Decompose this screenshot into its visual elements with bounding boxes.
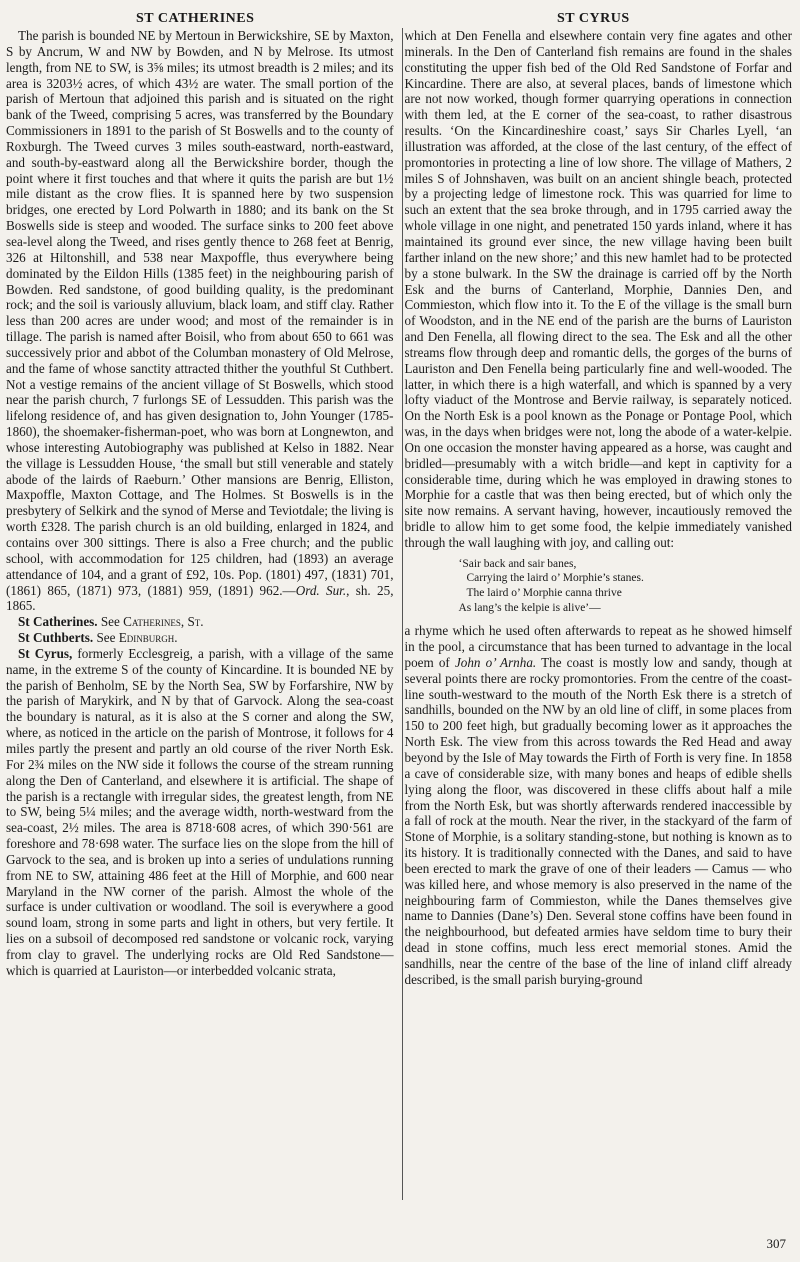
left-column: [6, 28, 399, 1240]
entry-st-cuthberts: St Cuthberts. See Edinburgh.: [18, 630, 178, 646]
poem-title: John o’ Arnha.: [454, 654, 537, 670]
header-left: ST CATHERINES: [136, 11, 255, 26]
paragraph-st-boswells: The parish is bounded NE by Mertoun in Berwickshire, SE by Maxton, S by Ancrum, W and NW by Bowden, and N by Melrose. Its utmost length, from NE to SW, is 3⅝ miles; its utmost breadth is 2 miles; and its area is 3203½ acres, of which 43½ are water. The small portion of the parish of Mertoun that adjoined this parish and is situated on the right bank of the Tweed, comprising 5 acres, was transferred by the Boundary Commissioners in 1891 to the parish of St Boswells and to the county of Roxburgh. The Tweed curves 3 miles south-eastward, north-eastward, and south-by-eastward along all the Berwickshire border, though the point where it first touches and that where it quits the parish are but 1½ mile distant as the crow flies. It is spanned here by two suspension bridges, one erected by Lord Polwarth in 1880; and its bank on the St Boswells side is steep and wooded. The surface sinks to 200 feet above sea-level along the Tweed, and rises gently thence to 268 feet at Benrig, 326 at Hiltonshill, and 538 near Maxpoffle, thus everywhere being dominated by the Eildon Hills (1385 feet) in the neighbouring parish of Bowden. Red sandstone, of good building quality, is the predominant rock; and the soil is variously alluvium, black loam, and stiff clay. Rather less than 200 acres are under wood; and most of the remainder is in tillage. The parish is named after Boisil, who from about 650 to 661 was successively prior and abbot of the Columban monastery of Old Melrose, and the fame of whose sanctity attracted thither the youthful St Cuthbert. Not a vestige remains of the ancient village of St Boswells, which stood near the parish church, 7 furlongs SE of Lessudden. This parish was the lifelong residence of, and has given designation to, John Younger (1785-1860), the shoemaker-fisherman-poet, who was born at Longnewton, and whose interesting Autobiography was published at Kelso in 1882. Near the village is Lessudden House, ‘the small but still venerable and stately abode of the lairds of Raeburn.’ Other mansions are Benrig, Elliston, Maxpoffle, Maxton Cottage, and The Holmes. St Boswells is in the presbytery of Selkirk and the synod of Merse and Teviotdale; the living is worth £328. The parish church is an old building, enlarged in 1824, and contains over 300 sittings. There is also a Free church; and the public school, with accommodation for 125 children, had (1893) an average attendance of 104, and a grant of £92, 10s. Pop. (1801) 497, (1831) 701, (1861) 865, (1871) 973, (1881) 959, (1891) 962.—Ord. Sur., sh. 25, 1865.: [6, 28, 394, 614]
verse-line: Carrying the laird o’ Morphie’s stanes.: [466, 572, 644, 585]
entry-st-cyrus: St Cyrus, formerly Ecclesgreig, a parish, with a village of the same name, in the extreme S of the county of Kincardine. It is bounded NE by the parish of Benholm, SE by the North Sea, SW by Forfarshire, NW by the parish of Marykirk, and N by that of Garvock. Along the sea-coast the boundary is natural, as it is also at the S corner and along the SW, where, as noticed in the article on the parish of Montrose, it follows for 4 miles partly the present and partly an old course of the river North Esk. For 2¾ miles on the NW side it follows the course of the stream running along the Den of Canterland, and elsewhere it is artificial. The shape of the parish is a rectangle with irregular sides, the greatest length, from NE to SW, being 5¼ miles; and the average width, north-westward from the sea-coast, 2½ miles. The area is 8718·608 acres, of which 390·561 are foreshore and 78·698 water. The surface lies on the slope from the hill of Garvock to the sea, and is broken up into a series of undulations running from NE to SW, attaining 486 feet at the Hill of Morphie, and 600 near Maryland in the NW corner of the parish. Almost the whole of the surface is under cultivation or woodland. The soil is everywhere a good sound loam, strong in some parts and light in others, but very fertile. It lies on a subsoil of decomposed red sandstone or volcanic rock, varying from clay to gravel. The underlying rocks are Old Red Sandstone—which is quarried at Lauriston—or interbedded volcanic strata,: [6, 645, 394, 978]
verse-line: As lang’s the kelpie is alive’—: [458, 601, 601, 614]
verse-line: ‘Sair back and sair banes,: [458, 557, 577, 570]
ordnance-ref: Ord. Sur.: [295, 582, 347, 598]
paragraph-coast: a rhyme which he used often afterwards to repeat as he showed himself in the pool, a circumstance that has been turned to advantage in the local poem of John o’ Arnha. The coast is mostly low and sandy, though at several points there are rocky promontories. From the centre of the coast-line south-westward to the mouth of the North Esk there is a stretch of sandhills, bounded on the NW by an old line of cliff, in some places from 150 to 200 feet high, but gradually becoming lower as it approaches the North Esk. The view from this across towards the Red Head and away beyond by the Isle of May towards the Firth of Forth is very fine. In 1858 a cave of considerable size, with many bones and heaps of edible shells lying along the floor, was discovered in these cliffs about half a mile from the North Esk, but was shortly afterwards rendered inaccessible by a fall of rock at the mouth. Near the river, in the stackyard of the farm of Stone of Morphie, is a solitary standing-stone, but nothing is known as to its history. It is traditionally connected with the Danes, and said to have been erected to mark the grave of one of their leaders — Camus — who was killed here, and whose memory is also preserved in the name of the neighbouring farm of Commieston, while the Danes themselves give name to Dannies (Dane’s) Den. Several stone coffins have been found in the neighbourhood, but defeated armies have seldom time to bury their dead in stone coffins, much less erect memorial stones. Amid the sandhills, near the centre of the base of the line of inland cliff already described, is the small parish burying-ground: [404, 623, 792, 987]
text-columns: [6, 28, 792, 1240]
entry-st-catherines: St Catherines. See Catherines, St.: [18, 614, 204, 630]
paragraph-continued: which at Den Fenella and elsewhere contain very fine agates and other minerals. In the Den of Canterland fish remains are found in the shales constituting the upper fish bed of the Old Red Sandstone of Forfar and Kincardine. There are also, at several places, bands of limestone which are not now worked, though former quarrying operations in connection with them led, at the E corner of the sea-coast, to rather disastrous results. ‘On the Kincardineshire coast,’ says Sir Charles Lyell, ‘an illustration was afforded, at the close of the last century, of the effect of promontories in protecting a line of low shore. The village of Mathers, 2 miles S of Johnshaven, was built on an ancient shingle beach, protected by a projecting ledge of limestone rock. This was quarried for lime to such an extent that the sea broke through, and in 1795 carried away the whole village in one night, and penetrated 150 yards inland, where it has maintained its ground ever since, the new village having been built farther inland on the new shore;’ and this new hamlet had to be protected by a stone bulwark. In the SW the drainage is carried off by the North Esk and the burns of Canterland, Morphie, Dannies Den, and Commieston, which flow into it. To the E of the village is the small burn of Woodston, and in the NE end of the parish are the burns of Lauriston and Den Fenella, all flowing direct to the sea. The Esk and all the other streams flow through deep and romantic dells, the gorges of the burns of Lauriston and Den Fenella being particularly fine and well-wooded. The latter, in which there is a high waterfall, and which is spanned by a very lofty viaduct of the Montrose and Bervie railway, is separately noticed. On the North Esk is a pool known as the Ponage or Pontage Pool, which was, in the days when bridges were not, long the abode of a water-kelpie. On one occasion the monster having appeared as a horse, was caught and bridled—presumably with a witch bridle—and kept in captivity for a considerable time, during which he was employed in drawing stones to Morphie for a castle that was then being erected, but of which only the site now remains. A servant having, however, incautiously removed the bridle to allow him to get some food, the kelpie immediately vanished through the wall laughing with joy, and calling out:: [404, 28, 792, 550]
verse-line: The laird o’ Morphie canna thrive: [466, 587, 622, 600]
column-divider: [402, 28, 403, 1200]
running-header: [6, 6, 792, 28]
header-right: ST CYRUS: [557, 11, 630, 26]
right-column: [399, 28, 793, 1240]
kelpie-verse: [459, 557, 793, 615]
page-number: 307: [766, 1236, 786, 1251]
